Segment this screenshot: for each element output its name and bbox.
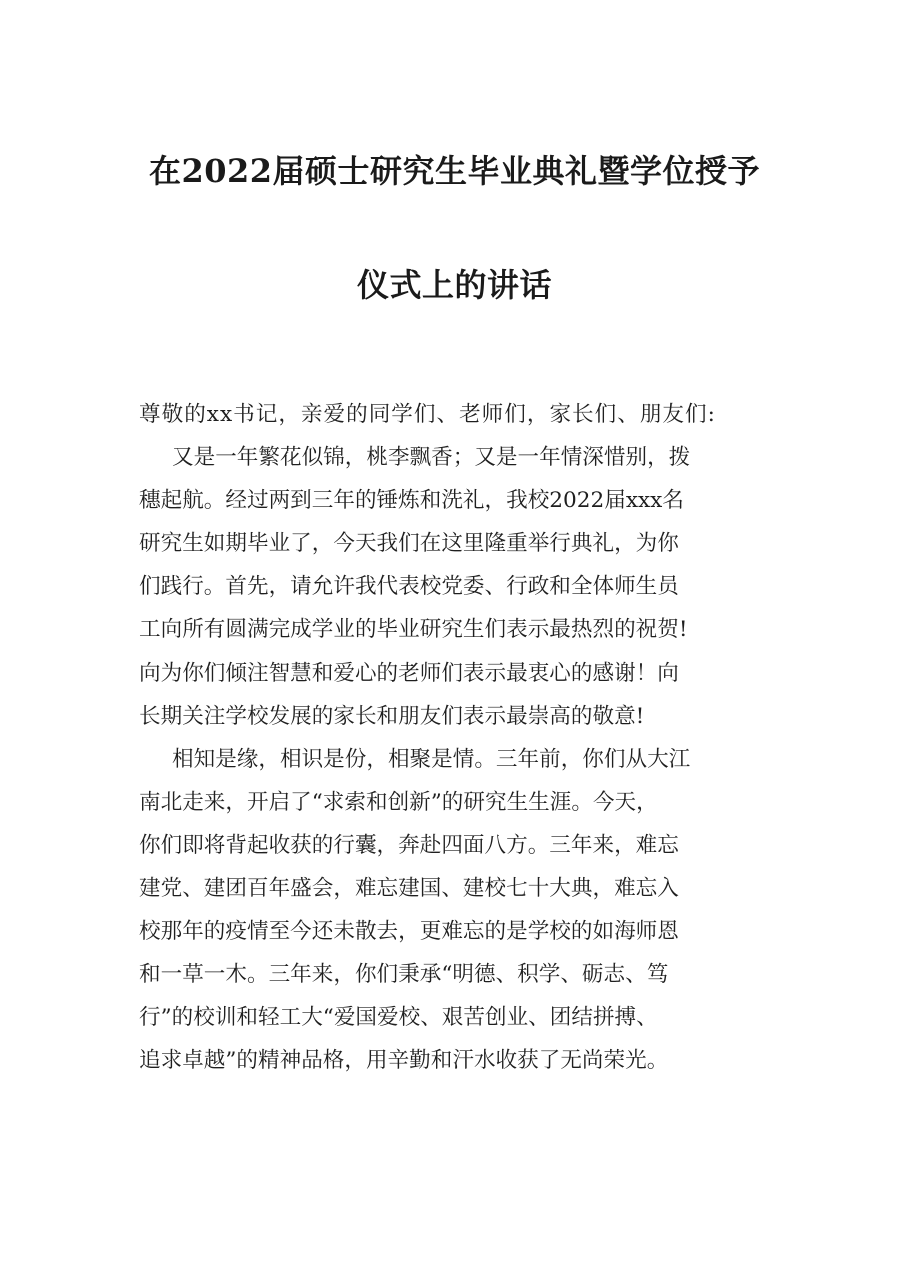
salutation-line: 尊敬的xx书记，亲爱的同学们、老师们，家长们、朋友们: bbox=[139, 402, 716, 427]
paragraph-2-line: 行”的校训和轻工大“爱国爱校、艰苦创业、团结拼搏、 bbox=[139, 1005, 658, 1031]
paragraph-1-line: 们践行。首先，请允许我代表校党委、行政和全体师生员 bbox=[139, 574, 679, 600]
paragraph-1-line: 工向所有圆满完成学业的毕业研究生们表示最热烈的祝贺! bbox=[139, 617, 688, 643]
paragraph-1-line: 穗起航。经过两到三年的锤炼和洗礼，我校2022届xxx名 bbox=[139, 488, 684, 514]
paragraph-2-line: 南北走来，开启了“求索和创新”的研究生生涯。今天， bbox=[139, 789, 658, 815]
paragraph-2-line: 你们即将背起收获的行囊，奔赴四面八方。三年来，难忘 bbox=[139, 832, 679, 858]
document-title-line-1: 在2022届硕士研究生毕业典礼暨学位授予 bbox=[148, 152, 761, 190]
document-body bbox=[139, 393, 779, 1083]
paragraph-1-line: 向为你们倾注智慧和爱心的老师们表示最衷心的感谢！向 bbox=[139, 660, 679, 686]
paragraph-1-line: 又是一年繁花似锦，桃李飘香；又是一年情深惜别，拨 bbox=[172, 445, 691, 471]
document-title-line-2: 仪式上的讲话 bbox=[356, 266, 552, 304]
paragraph-2-line: 和一草一木。三年来，你们秉承“明德、积学、砺志、笃 bbox=[139, 962, 669, 988]
paragraph-2-line: 追求卓越”的精神品格，用辛勤和汗水收获了无尚荣光。 bbox=[139, 1048, 669, 1074]
paragraph-1-line: 研究生如期毕业了，今天我们在这里隆重举行典礼，为你 bbox=[139, 531, 679, 557]
paragraph-2-line: 相知是缘，相识是份，相聚是情。三年前，你们从大江 bbox=[172, 746, 691, 772]
paragraph-1-line: 长期关注学校发展的家长和朋友们表示最崇高的敬意! bbox=[139, 703, 645, 729]
paragraph-2-line: 建党、建团百年盛会，难忘建国、建校七十大典，难忘入 bbox=[139, 876, 679, 902]
paragraph-2-line: 校那年的疫情至今还未散去，更难忘的是学校的如海师恩 bbox=[139, 919, 679, 945]
